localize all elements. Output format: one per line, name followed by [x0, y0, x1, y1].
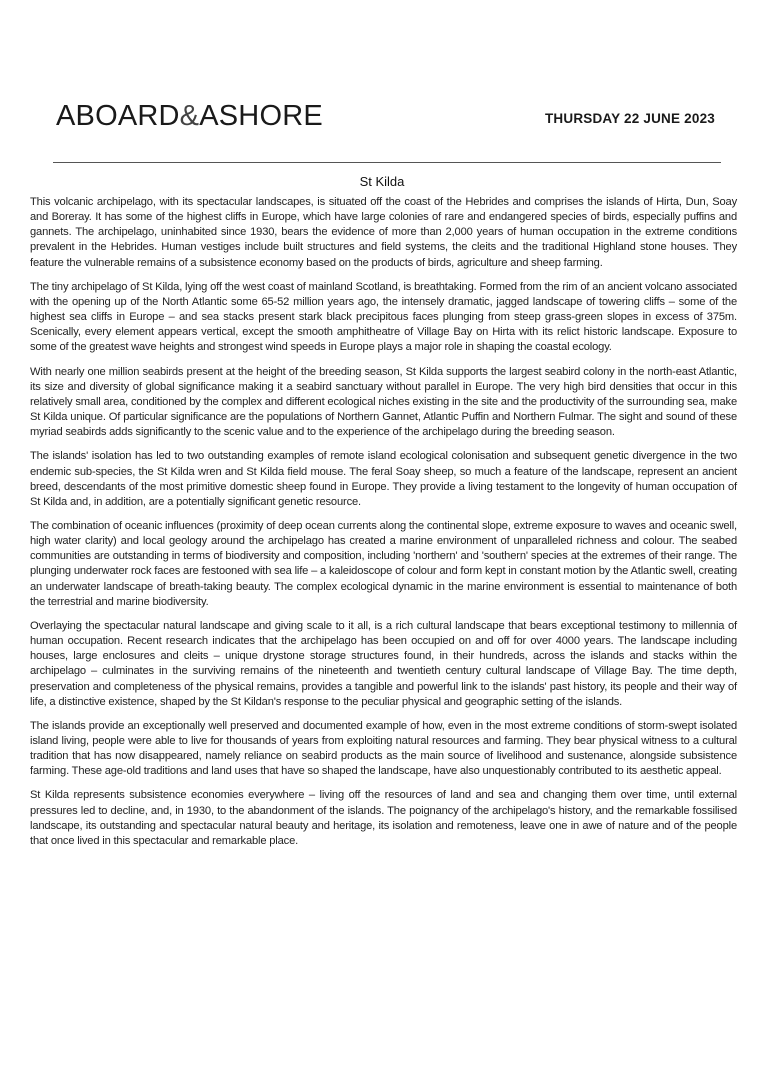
article-paragraph: The islands provide an exceptionally well preserved and documented example of how, even in the most extreme conditions of storm-swept isolated island living, people were able to live for thousands of years from exploiting natural resources and farming. They bear physical witness to a cultural tradition that has now disappeared, namely reliance on seabird products as the main source of livelihood and sustenance, alongside subsistence farming. These age-old traditions and land uses that have so shaped the landscape, have also unquestionably contributed to its aesthetic appeal.: [30, 719, 737, 778]
article-paragraph: The combination of oceanic influences (proximity of deep ocean currents along the continental slope, extreme exposure to waves and oceanic swell, high water clarity) and local geology around the archipelago has created a marine environment of unparalleled richness and colour. The seabed communities are outstanding in terms of biodiversity and composition, including 'northern' and 'southern' species at the extremes of their range. The plunging underwater rock faces are festooned with sea life – a kaleidoscope of colour and form kept in constant motion by the Atlantic swell, creating an underwater landscape of breath-taking beauty. The complex ecological dynamic in the marine environment is essential to maintenance of both the terrestrial and marine biodiversity.: [30, 519, 737, 608]
header-divider: [53, 162, 721, 163]
masthead-logo: [56, 102, 323, 131]
masthead-ampersand: &: [179, 100, 200, 132]
masthead-word-aboard: ABOARD: [56, 100, 180, 132]
article-title: St Kilda: [359, 174, 405, 189]
article-paragraph: This volcanic archipelago, with its spectacular landscapes, is situated off the coast of the Hebrides and comprises the islands of Hirta, Dun, Soay and Boreray. It has some of the highest cliffs in Europe, which have large colonies of rare and endangered species of birds, especially puffins and gannets. The archipelago, uninhabited since 1930, bears the evidence of more than 2,000 years of human occupation in the extreme conditions prevalent in the Hebrides. Human vestiges include built structures and field systems, the cleits and the traditional Highland stone houses. They feature the vulnerable remains of a subsistence economy based on the products of birds, agriculture and sheep farming.: [30, 196, 737, 269]
article-body: [30, 195, 737, 858]
article-paragraph: The islands' isolation has led to two outstanding examples of remote island ecological colonisation and subsequent genetic divergence in the two endemic sub-species, the St Kilda wren and St Kilda field mouse. The feral Soay sheep, so much a feature of the landscape, represent an ancient breed, descendants of the most primitive domestic sheep found in Europe. They provide a living testament to the longevity of human occupation of St Kilda and, in addition, are a potentially significant genetic resource.: [30, 450, 737, 508]
masthead-word-ashore: ASHORE: [199, 100, 323, 132]
article-paragraph: Overlaying the spectacular natural landscape and giving scale to it all, is a rich cultural landscape that bears exceptional testimony to millennia of human occupation. Recent research indicates that the archipelago has been occupied on and off for over 4000 years. The landscape including houses, large enclosures and cleits – unique drystone storage structures found, in their hundreds, across the islands and stacks within the archipelago – culminates in the surviving remains of the nineteenth and twentieth century cultural landscape of Village Bay. The time depth, preservation and completeness of the physical remains, provides a tangible and powerful link to the islands' past history, its people and their way of life, a distinctive existence, shaped by the St Kildan's response to the peculiar physical and geographic setting of the islands.: [30, 619, 737, 708]
article-paragraph: St Kilda represents subsistence economies everywhere – living off the resources of land and sea and changing them over time, until external pressures led to decline, and, in 1930, to the abandonment of the islands. The poignancy of the archipelago's history, and the remarkable fossilised landscape, its outstanding and spectacular natural beauty and heritage, its isolation and remoteness, leave one in awe of nature and of the people that once lived in this spectacular and remarkable place.: [30, 789, 737, 847]
article-paragraph: The tiny archipelago of St Kilda, lying off the west coast of mainland Scotland, is breathtaking. Formed from the rim of an ancient volcano associated with the opening up of the North Atlantic some 65-52 million years ago, the intensely dramatic, jagged landscape of towering cliffs – some of the highest sea cliffs in Europe – and sea stacks present stark black precipitous faces plunging from steep grass-green slopes in excess of 375m. Scenically, every element appears vertical, except the smooth amphitheatre of Village Bay on Hirta with its relict historic landscape. Exposure to some of the greatest wave heights and strongest wind speeds in Europe plays a major role in shaping the coastal ecology.: [30, 280, 737, 354]
article-paragraph: With nearly one million seabirds present at the height of the breeding season, St Kilda supports the largest seabird colony in the north-east Atlantic, its size and diversity of global significance making it a seabird sanctuary without parallel in Europe. The very high bird densities that occur in this relatively small area, conditioned by the complex and different ecological niches existing in the site and the productivity of the surrounding sea, make St Kilda unique. Of particular significance are the populations of Northern Gannet, Atlantic Puffin and Northern Fulmar. The sight and sound of these myriad seabirds adds significantly to the scenic value and to the experience of the archipelago during the breeding season.: [30, 365, 737, 439]
issue-date: THURSDAY 22 JUNE 2023: [544, 111, 715, 126]
